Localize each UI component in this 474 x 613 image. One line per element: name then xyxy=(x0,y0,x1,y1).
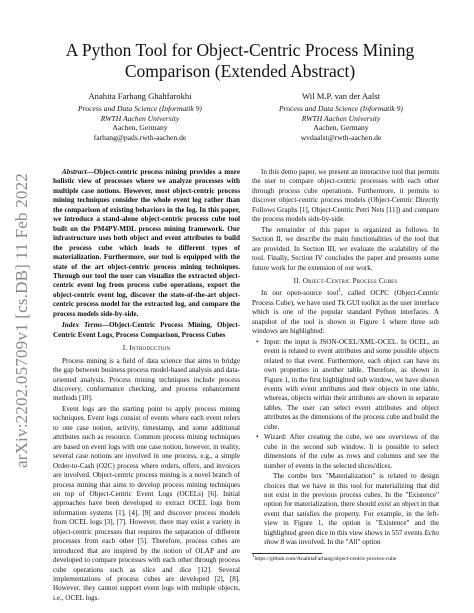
index-terms xyxy=(53,321,240,340)
footnote-url[interactable]: https://github.com/AnahitaFarhang/object-centric-process-cube xyxy=(254,555,397,562)
feature-list xyxy=(252,338,439,548)
abstract-label: Abstract xyxy=(62,168,87,176)
list-item-subparagraph xyxy=(264,472,439,548)
footnote xyxy=(252,553,439,563)
author-affiliation: Process and Data Science (Informatik 9) xyxy=(78,103,202,113)
left-column xyxy=(53,168,240,604)
intro-paragraph-1: Process mining is a field of data science that aims to bridge the gap between business process model-based analysis and data-oriented analysis. Process mining techniques include process discovery, conformance checking, and process enhancement methods [10]. xyxy=(53,356,240,403)
list-item-text: Input: the input is JSON-OCEL/XML-OCEL. In OCEL, an event is related to event attributes and some possible objects related to that event. Furthermore, each object can have its own properties in another table. Therefore, as shown in Figure 1, in the first highlighted sub window, we have shown events with event attributes and their objects in one table, whereas, objects within their attributes are shown in separate tables. The user can select event attributes and object attributes as the dimensions of the process cube and build the cube. xyxy=(264,337,439,431)
bullet-mark: • xyxy=(256,433,259,442)
author-1 xyxy=(45,92,235,143)
section2-paragraph-1 xyxy=(252,289,439,336)
abstract-text: —Object-centric process mining provides a more holistic view of processes where we analyze processes with multiple case notions. However, most object-centric process mining techniques consider the whole event log rather than the comparison of existing behaviors in the log. In this paper, we introduce a stand-alone object-centric process cube tool built on the PM4PY-MDL process mining framework. Our infrastructure uses both object and event attributes to build the process cube which leads to different types of materialization. Furthermore, our tool is equipped with the state of the art object-centric process mining techniques. Through our tool the user can visualize the extracted object-centric event log from process cube operations, export the object-centric event log, discover the state-of-the-art object-centric process model for the extracted log, and compare the process models side-by-side. xyxy=(53,168,240,318)
right-paragraph-1: In this demo paper, we present an interactive tool that permits the user to compare object-centric processes with each other through process cube operations. Furthermore, it permits to discover object-centric process models (Object-Centric Directly Follows Graphs [1], Object-Centric Petri Nets [11]) and compare the process models side-by-side. xyxy=(252,168,439,224)
list-item-wizard xyxy=(256,433,439,547)
footnote-rule xyxy=(252,553,322,554)
right-paragraph-2: The remainder of this paper is organized as follows. In Section II, we describe the main functionalities of the tool that are provided. In Section III, we evaluate the scalability of the tool. Finally, Section IV concludes the paper and presents some future work for the extension of our work. xyxy=(252,225,439,272)
author-affiliation: Process and Data Science (Informatik 9) xyxy=(279,103,403,113)
list-item-input xyxy=(256,337,439,433)
author-city: Aachen, Germany xyxy=(112,123,168,133)
arxiv-identifier: arXiv:2202.05709v1 [cs.DB] 11 Feb 2022 xyxy=(12,173,31,468)
index-terms-text: —Object-Centric Process Mining, Object-Centric Event Logs, Process Comparison, Process Cubes xyxy=(53,321,240,339)
title-line-2: Comparison (Extended Abstract) xyxy=(124,61,356,81)
right-column xyxy=(252,168,439,563)
list-item-text-b: was involved. In the "All" option xyxy=(284,538,381,547)
author-name: Anahita Farhang Ghahfarokhi xyxy=(88,91,192,101)
bullet-mark: • xyxy=(256,337,259,346)
author-email[interactable]: wvdaalst@rwth-aachen.de xyxy=(300,133,382,143)
author-email[interactable]: farhang@pads.rwth-aachen.de xyxy=(93,133,187,143)
list-item-text: Wizard: After creating the cube, we see overviews of the cube in the second sub window. It is possible to select dimensions of the cube as rows and columns and see the number of events in the selected slices/dices. xyxy=(264,433,439,470)
author-university: RWTH Aachen University xyxy=(100,113,180,123)
author-2 xyxy=(246,92,436,143)
paper-title xyxy=(40,40,440,82)
abstract xyxy=(53,168,240,319)
section-heading-process-cubes: II. Object-Centric Process Cubes xyxy=(293,276,398,285)
intro-paragraph-2: Event logs are the starting point to apply process mining techniques. Event logs consist of events where each event refers to one case notion, activity, timestamp, and some additional attributes such as resource. Common process mining techniques are based on event logs with one case notion, however, in reality, several case notions are involved in one process, e.g., a simple Order-to-Cash (O2C) process where orders, offers, and invoices are involved. Object-centric process mining is a novel branch of process mining that aims to develop process mining techniques on top of Object-Centric Event Logs (OCELs) [6]. Initial approaches have been developed to extract OCEL logs from information systems [1], [4], [9] and discover process models from OCEL logs [3], [7]. However, there may exist a variety in object-centric processes that requires the separation of different processes from each other [5]. Therefore, process cubes are introduced that are inspired by the notion of OLAP and are developed to compare processes with each other through process cube operations such as slice and dice [12]. Several implementations of process cubes are developed [2], [8]. However, they cannot support event logs with multiple objects, i.e., OCEL logs. xyxy=(53,404,240,602)
list-item-text-a: The combo box "Materialization" is related to design choices that we have in this tool for materializing that did not exist in the previous process cubes. In the "Existence" option for materialization, there should exist an object in that event that satisfies the property. For example, in the left-view in Figure 1, the option is "Existence" and the highlighted green dice in this view shows in 557 events xyxy=(264,472,439,537)
section2-text-b: , called OCPC (Object-Centric Process Cube), we have used Tk GUI toolkit as the user interface which is one of the popular standard Python interfaces. A snapshot of the tool is shown in Figure 1 where three sub windows are highlighted: xyxy=(252,289,439,336)
author-city: Aachen, Germany xyxy=(313,123,369,133)
footnote-mark: 1 xyxy=(252,553,255,559)
author-name: Wil M.P. van der Aalst xyxy=(302,91,380,101)
index-terms-label: Index Terms xyxy=(62,321,103,330)
list-item-emphasis: Echo show 8 xyxy=(264,528,439,547)
section2-text-a: In our open-source tool xyxy=(261,289,339,298)
title-line-1: A Python Tool for Object-Centric Process Mining xyxy=(65,40,415,60)
section-heading-introduction: I. Introduction xyxy=(122,344,171,353)
footnote-ref[interactable]: 1 xyxy=(338,289,341,295)
author-university: RWTH Aachen University xyxy=(301,113,381,123)
